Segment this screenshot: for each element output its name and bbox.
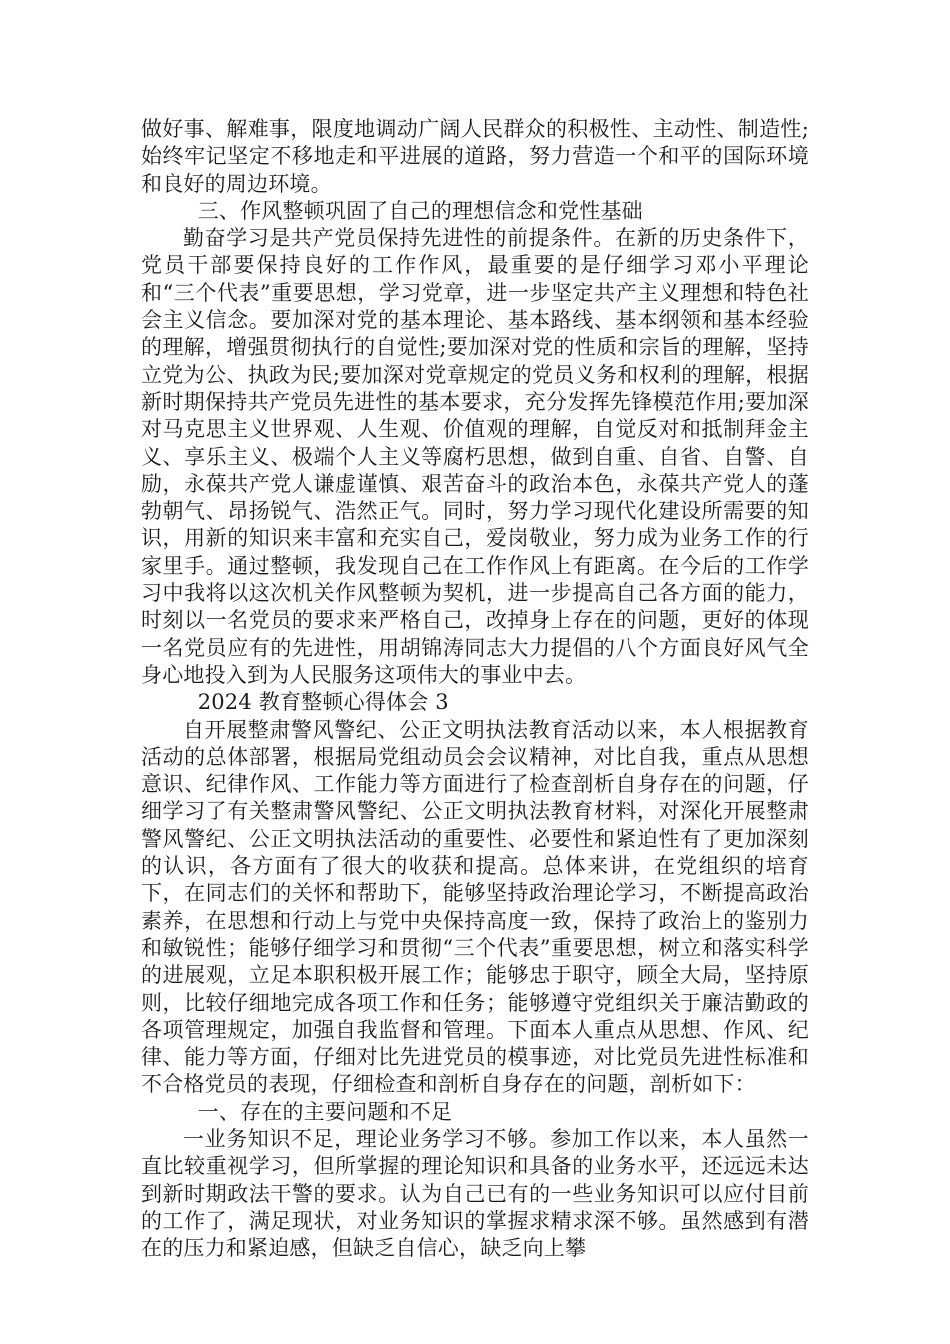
section-heading-1: 一、存在的主要问题和不足 [197, 1099, 453, 1124]
section-heading-3: 三、作风整顿巩固了自己的理想信念和党性基础 [197, 198, 643, 223]
body-paragraph-2: 勤奋学习是共产党员保持先进性的前提条件。在新的历史条件下，党员干部要保持良好的工作作风，最重要的是仔细学习邓小平理论和“三个代表”重要思想，学习党章，进一步坚定共产主义理想和特色社会主义信念。要加深对党的基本理论、基本路线、基本纲领和基本经验的理解，增强贯彻执行的自觉性;要加深对党的性质和宗旨的理解，坚持立党为公、执政为民;要加深对党章规定的党员义务和权利的理解，根据新时期保持共产党员先进性的基本要求，充分发挥先锋模范作用;要加深对马克思主义世界观、人生观、价值观的理解，自觉反对和抵制拜金主义、享乐主义、极端个人主义等腐朽思想，做到自重、自省、自警、自励，永葆共产党人谦虚谨慎、艰苦奋斗的政治本色，永葆共产党人的蓬勃朝气、昂扬锐气、浩然正气。同时，努力学习现代化建设所需要的知识，用新的知识来丰富和充实自己，爱岗敬业，努力成为业务工作的行家里手。通过整顿，我发现自己在工作作风上有距离。在今后的工作学习中我将以这次机关作风整顿为契机，进一步提高自己各方面的能力，时刻以一名党员的要求来严格自己，改掉身上存在的问题，更好的体现一名党员应有的先进性，用胡锦涛同志大力提倡的八个方面良好风气全身心地投入到为人民服务这项伟大的事业中去。 [141, 226, 809, 687]
body-paragraph-4: 一业务知识不足，理论业务学习不够。参加工作以来，本人虽然一直比较重视学习，但所掌握的理论知识和具备的业务水平，还远远未达到新时期政法干警的要求。认为自己已有的一些业务知识可以应付目前的工作了，满足现状，对业务知识的掌握求精求深不够。虽然感到有潜在的压力和紧迫感，但缺乏自信心，缺乏向上攀 [141, 1126, 809, 1261]
body-paragraph-3: 自开展整肃警风警纪、公正文明执法教育活动以来，本人根据教育活动的总体部署，根据局党组动员会会议精神，对比自我，重点从思想意识、纪律作风、工作能力等方面进行了检查剖析自身存在的问题，仔细学习了有关整肃警风警纪、公正文明执法教育材料，对深化开展整肃警风警纪、公正文明执法活动的重要性、必要性和紧迫性有了更加深刻的认识，各方面有了很大的收获和提高。总体来讲，在党组织的培育下，在同志们的关怀和帮助下，能够坚持政治理论学习，不断提高政治素养，在思想和行动上与党中央保持高度一致，保持了政治上的鉴别力和敏锐性；能够仔细学习和贯彻“三个代表”重要思想，树立和落实科学的进展观，立足本职积极开展工作；能够忠于职守，顾全大局，坚持原则，比较仔细地完成各项工作和任务；能够遵守党组织关于廉洁勤政的各项管理规定，加强自我监督和管理。下面本人重点从思想、作风、纪律、能力等方面，仔细对比先进党员的模事迹，对比党员先进性标准和不合格党员的表现，仔细检查和剖析自身存在的问题，剖析如下： [141, 717, 809, 1097]
document-page [141, 116, 809, 1262]
article-title-3: 2024 教育整顿心得体会 3 [197, 690, 449, 715]
body-paragraph-1: 做好事、解难事，限度地调动广阔人民群众的积极性、主动性、制造性;始终牢记坚定不移地走和平进展的道路，努力营造一个和平的国际环境和良好的周边环境。 [141, 117, 809, 196]
